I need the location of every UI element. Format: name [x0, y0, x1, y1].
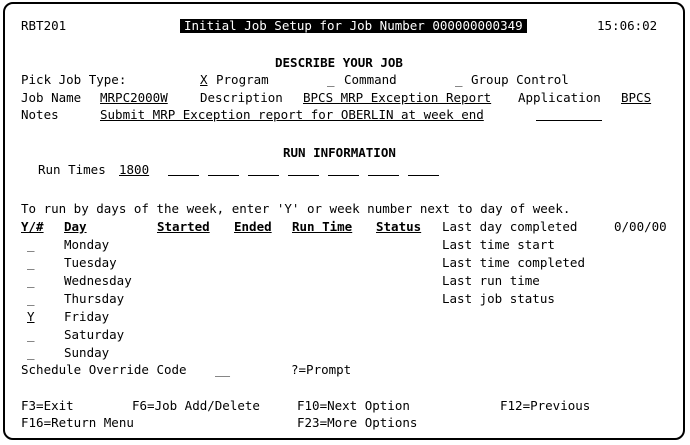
day-name-monday: Monday [64, 237, 110, 252]
f3-exit-key[interactable]: F3=Exit [21, 398, 74, 413]
program-id: RBT201 [21, 18, 67, 33]
f10-next-option-key[interactable]: F10=Next Option [297, 398, 410, 413]
f23-more-options-key[interactable]: F23=More Options [297, 415, 418, 430]
run-times-label: Run Times [38, 162, 106, 177]
day-name-wednesday: Wednesday [64, 273, 132, 288]
col-header-status: Status [376, 219, 422, 234]
day-mark-sunday[interactable]: _ [27, 345, 35, 360]
run-time-field-2[interactable] [168, 163, 199, 176]
day-name-saturday: Saturday [64, 327, 125, 342]
day-mark-friday[interactable]: Y [27, 309, 35, 324]
command-type-label: Command [344, 72, 397, 87]
day-name-sunday: Sunday [64, 345, 110, 360]
run-info-heading: RUN INFORMATION [283, 145, 396, 160]
last-run-time-label: Last run time [442, 273, 540, 288]
program-type-field[interactable]: X [200, 72, 208, 87]
run-time-field-8[interactable] [408, 163, 439, 176]
f12-previous-key[interactable]: F12=Previous [500, 398, 591, 413]
group-type-label: Group Control [471, 72, 569, 87]
override-code-label: Schedule Override Code [21, 362, 187, 377]
schedule-instruction: To run by days of the week, enter 'Y' or week number next to day of week. [21, 201, 571, 216]
run-time-field-5[interactable] [288, 163, 319, 176]
day-mark-tuesday[interactable]: _ [27, 255, 35, 270]
pick-job-type-label: Pick Job Type: [21, 72, 127, 87]
command-type-field[interactable]: _ [327, 72, 335, 87]
day-mark-thursday[interactable]: _ [27, 291, 35, 306]
col-header-runtime: Run Time [292, 219, 353, 234]
run-time-field-1[interactable]: 1800 [119, 162, 150, 177]
description-field[interactable]: BPCS MRP Exception Report [303, 90, 492, 105]
last-day-completed-label: Last day completed [442, 219, 578, 234]
description-label: Description [200, 90, 283, 105]
terminal-screen [3, 2, 685, 440]
last-time-start-label: Last time start [442, 237, 555, 252]
col-header-yn: Y/# [21, 219, 44, 234]
day-mark-monday[interactable]: _ [27, 237, 35, 252]
job-name-label: Job Name [21, 90, 82, 105]
notes-label: Notes [21, 107, 59, 122]
f16-return-menu-key[interactable]: F16=Return Menu [21, 415, 134, 430]
f6-job-add-delete-key[interactable]: F6=Job Add/Delete [132, 398, 260, 413]
day-name-friday: Friday [64, 309, 110, 324]
col-header-started: Started [157, 219, 210, 234]
col-header-day: Day [64, 219, 87, 234]
last-time-completed-label: Last time completed [442, 255, 585, 270]
day-name-thursday: Thursday [64, 291, 125, 306]
job-name-field[interactable]: MRPC2000W [100, 90, 168, 105]
last-day-completed-value: 0/00/00 [614, 219, 667, 234]
day-mark-saturday[interactable]: _ [27, 327, 35, 342]
application-label: Application [518, 90, 601, 105]
describe-heading: DESCRIBE YOUR JOB [275, 55, 403, 70]
run-time-field-7[interactable] [368, 163, 399, 176]
last-job-status-label: Last job status [442, 291, 555, 306]
clock-time: 15:06:02 [597, 18, 658, 33]
notes-field[interactable]: Submit MRP Exception report for OBERLIN at week end [100, 107, 484, 122]
notes-field-blank[interactable] [536, 108, 602, 121]
prompt-hint: ?=Prompt [291, 362, 352, 377]
screen-title: Initial Job Setup for Job Number 000000000349 [180, 19, 527, 33]
col-header-ended: Ended [234, 219, 272, 234]
run-time-field-6[interactable] [328, 163, 359, 176]
run-time-field-4[interactable] [248, 163, 279, 176]
override-code-field[interactable]: __ [215, 362, 231, 377]
day-name-tuesday: Tuesday [64, 255, 117, 270]
application-field[interactable]: BPCS [621, 90, 652, 105]
group-type-field[interactable]: _ [455, 72, 463, 87]
run-time-field-3[interactable] [208, 163, 239, 176]
program-type-label: Program [216, 72, 269, 87]
day-mark-wednesday[interactable]: _ [27, 273, 35, 288]
